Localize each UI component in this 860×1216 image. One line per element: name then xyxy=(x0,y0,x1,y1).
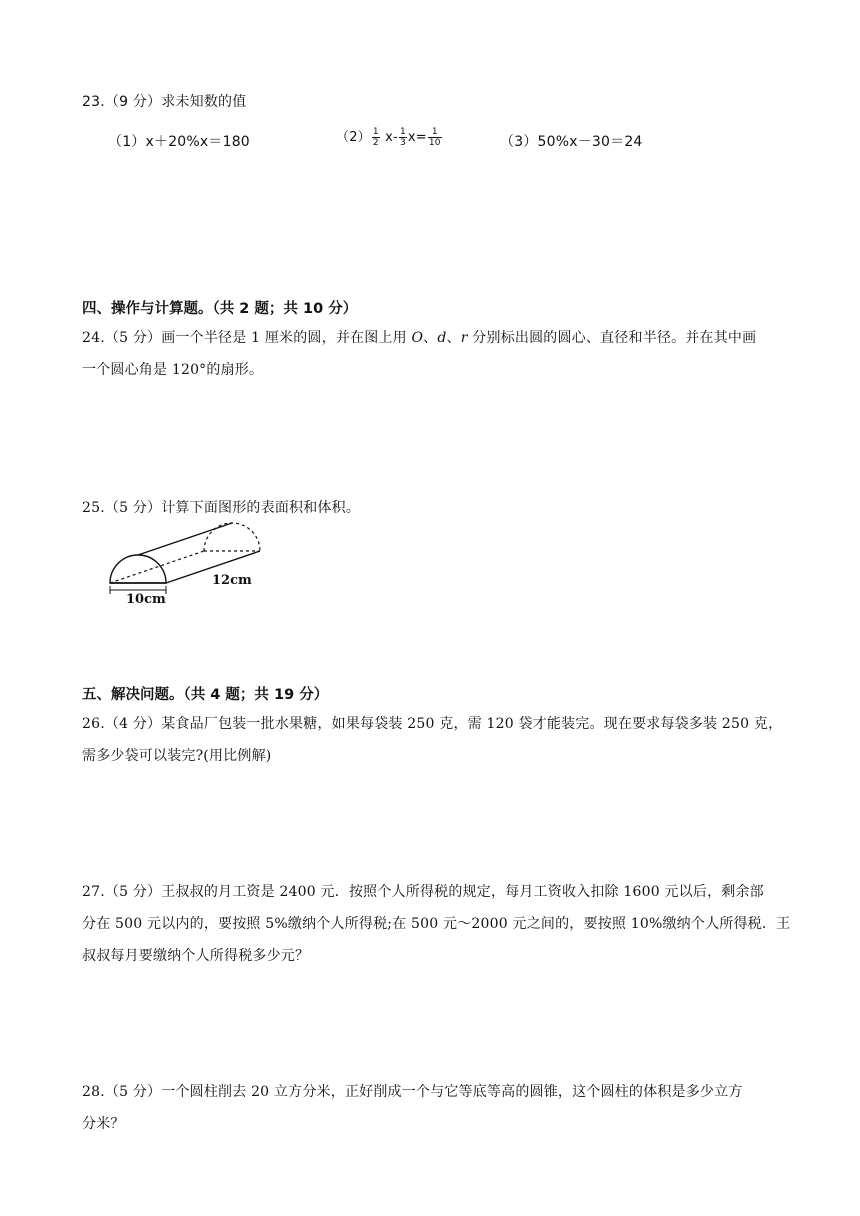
q24-line-2: 一个圆心角是 120°的扇形。 xyxy=(82,362,264,378)
fraction-one-third: $\frac{1}{3}$ xyxy=(399,127,406,148)
q25-title: 25.（5 分）计算下面图形的表面积和体积。 xyxy=(82,500,361,516)
back-semicircle xyxy=(204,523,260,551)
front-semicircle xyxy=(110,555,166,583)
fraction-one-half: $\frac{1}{2}$ xyxy=(372,127,379,148)
q26-line-2: 需多少袋可以装完?(用比例解) xyxy=(82,748,272,764)
eq2-prefix: （2） xyxy=(336,130,371,145)
q28-line-2: 分米？ xyxy=(82,1116,125,1132)
eq2-mid: x- xyxy=(380,130,398,145)
q28-line-1: 28.（5 分）一个圆柱削去 20 立方分米，正好削成一个与它等底等高的圆锥，这个圆柱的体积是多少立方 xyxy=(82,1084,743,1100)
q23-title: 23.（9 分）求未知数的值 xyxy=(82,94,247,110)
var-d: d xyxy=(437,330,447,346)
q24-text-a: 24.（5 分）画一个半径是 1 厘米的圆，并在图上用 xyxy=(82,330,412,346)
q23-equation-1: （1）x＋20%x＝180 xyxy=(108,134,250,150)
q27-line-2: 分在 500 元以内的，要按照 5%缴纳个人所得税;在 500 元～2000 元之间的，要按照 10%缴纳个人所得税．王 xyxy=(82,916,791,932)
var-o: O xyxy=(411,330,424,346)
sep-1: 、 xyxy=(423,330,438,346)
q27-line-3: 叔叔每月要缴纳个人所得税多少元？ xyxy=(82,948,310,964)
top-edge xyxy=(138,523,232,555)
label-length: 12cm xyxy=(212,573,252,588)
q26-line-1: 26.（4 分）某食品厂包装一批水果糖，如果每袋装 250 克，需 120 袋才能装完。现在要求每袋多装 250 克， xyxy=(82,716,783,732)
q27-line-1: 27.（5 分）王叔叔的月工资是 2400 元．按照个人所得税的规定，每月工资收入扣除 1600 元以后，剩余部 xyxy=(82,884,764,900)
q23-equation-3: （3）50%x－30＝24 xyxy=(500,134,643,150)
fraction-one-tenth: $\frac{1}{10}$ xyxy=(428,127,441,148)
eq2-after: x= xyxy=(407,130,427,145)
label-diameter: 10cm xyxy=(126,592,166,607)
var-r: r xyxy=(460,330,468,346)
sep-2: 、 xyxy=(446,330,461,346)
section-5-heading: 五、解决问题。（共 4 题；共 19 分） xyxy=(82,687,329,703)
hidden-edge xyxy=(110,551,204,583)
q24-text-b: 分别标出圆的圆心、直径和半径。并在其中画 xyxy=(467,330,757,346)
q23-equation-2 xyxy=(336,126,443,148)
section-4-heading: 四、操作与计算题。（共 2 题；共 10 分） xyxy=(82,301,358,317)
q24-line-1 xyxy=(82,327,756,347)
